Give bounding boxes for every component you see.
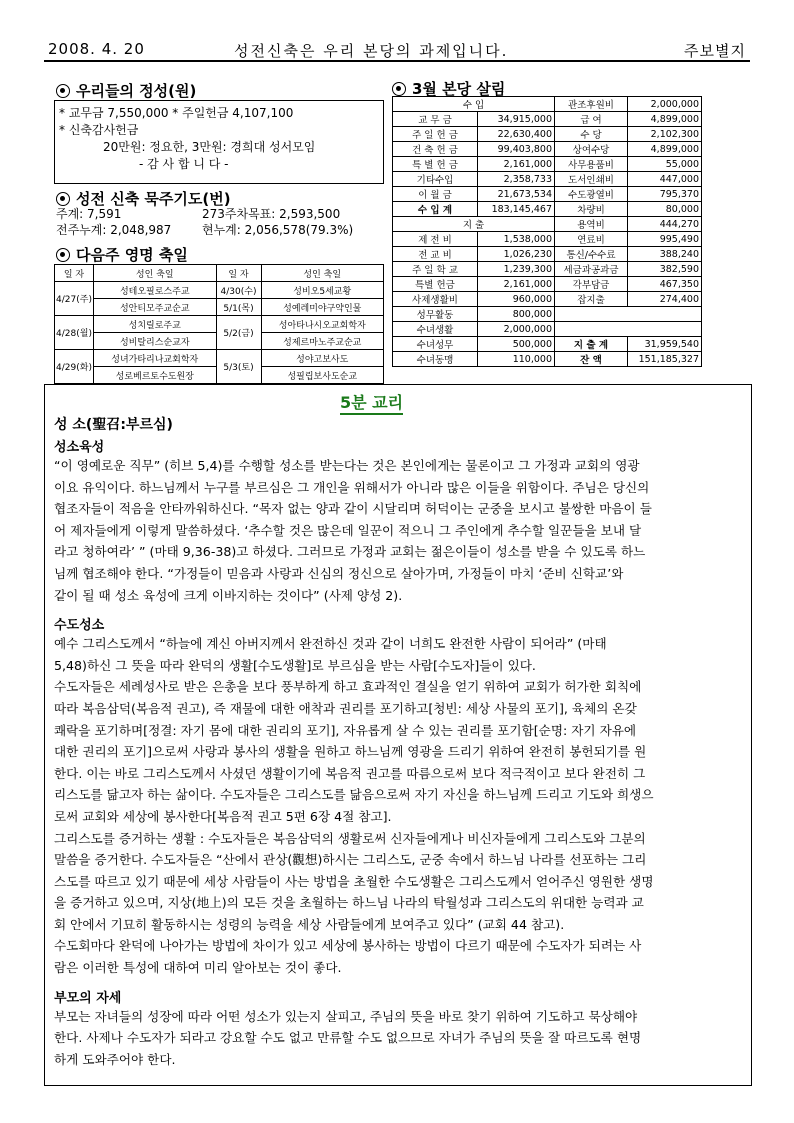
expense-item: 특별 헌금 xyxy=(393,277,478,292)
expense-value: 382,590 xyxy=(628,262,702,277)
income-item: 특 별 헌 금 xyxy=(393,157,478,172)
text-line: 부모는 자녀들의 성장에 따라 어떤 성소가 있는지 살피고, 주님의 뜻을 바로 찾기 위하여 기도하고 묵상해야 xyxy=(54,1008,638,1024)
page-header xyxy=(44,38,750,62)
prayer-title: 성전 신축 묵주기도(번) xyxy=(56,188,231,209)
expense-value: 1,239,300 xyxy=(478,262,555,277)
feast-saint: 성야고보사도 xyxy=(261,350,384,367)
expense-value: 1,538,000 xyxy=(478,232,555,247)
expense-item: 제 전 비 xyxy=(393,232,478,247)
bullet-icon xyxy=(56,248,70,262)
income-total-label: 수 입 계 xyxy=(393,202,478,217)
expense-item: 사제생활비 xyxy=(393,292,478,307)
feast-header: 일 자 xyxy=(55,265,94,282)
income-value: 2,161,000 xyxy=(478,157,555,172)
lesson-body xyxy=(54,414,744,1070)
text-line: 하게 도와주어야 한다. xyxy=(54,1051,176,1067)
expense-value: 995,490 xyxy=(628,232,702,247)
prayer-l2b: 현누계: 2,056,578(79.3%) xyxy=(202,223,354,237)
expense-value: 80,000 xyxy=(628,202,702,217)
text-line: 5,48)하신 그 뜻을 따라 완덕의 생활[수도생활]로 부르심을 받는 사람[수도자]들이 있다. xyxy=(54,657,536,673)
balance-label: 잔 액 xyxy=(555,352,628,367)
feast-saint: 성아타나시오교회학자 xyxy=(261,316,384,333)
text-line: 어 제자들에게 이렇게 말씀하셨다. ‘추수할 것은 많은데 일꾼이 적으니 그 주인에게 추수할 일꾼들을 보내 달 xyxy=(54,522,642,538)
feast-table xyxy=(54,264,384,384)
feast-saint: 성치릴로주교 xyxy=(94,316,217,333)
offering-line1: * 교무금 7,550,000 * 주일헌금 4,107,100 xyxy=(59,106,294,120)
expense-value: 960,000 xyxy=(478,292,555,307)
accounts-table xyxy=(392,96,702,367)
feast-saint: 성필립보사도순교 xyxy=(261,367,384,384)
text-line: 이요 유익이다. 하느님께서 누구를 부르심은 그 개인을 위해서가 아니라 많은 이들을 위함이다. 주님은 당신의 xyxy=(54,479,650,495)
feast-date: 4/30(수) xyxy=(216,282,261,299)
expense-item: 전 교 비 xyxy=(393,247,478,262)
expense-item: 차량비 xyxy=(555,202,628,217)
offering-title: 우리들의 정성(원) xyxy=(56,80,196,101)
expense-item: 도서인쇄비 xyxy=(555,172,628,187)
prayer-l2a: 전주누계: 2,048,987 xyxy=(56,223,172,237)
lesson-title: 5분 교리 xyxy=(340,390,403,415)
expense-item: 수녀동맹 xyxy=(393,352,478,367)
expense-total-value: 31,959,540 xyxy=(628,337,702,352)
feast-title: 다음주 영명 축일 xyxy=(56,244,188,265)
expense-item: 각부담금 xyxy=(555,277,628,292)
section3-title: 부모의 자세 xyxy=(54,990,122,1006)
text-line: 스도를 따르고 있기 때문에 세상 사람들이 사는 방법을 초월한 수도생활은 그리스도께서 얻어주신 영원한 생명 xyxy=(54,873,654,889)
offering-line3: 20만원: 정요한, 3만원: 경희대 성서모임 xyxy=(103,140,316,154)
text-line: 그리스도를 증거하는 생활 : 수도자들은 복음삼덕의 생활로써 신자들에게나 비신자들에게 그리스도와 그분의 xyxy=(54,830,646,846)
section2-title: 수도성소 xyxy=(54,618,105,634)
expense-value: 2,161,000 xyxy=(478,277,555,292)
feast-saint: 성안티모주교순교 xyxy=(94,299,217,316)
income-item: 건 축 헌 금 xyxy=(393,142,478,157)
feast-saint: 성제르마노주교순교 xyxy=(261,333,384,350)
expense-item: 연료비 xyxy=(555,232,628,247)
issue-date: 2008. 4. 20 xyxy=(48,40,145,58)
expense-value: 2,102,300 xyxy=(628,127,702,142)
income-item: 이 월 금 xyxy=(393,187,478,202)
expense-header: 지 출 xyxy=(393,217,555,232)
text-line: 말씀을 증거한다. 수도자들은 “산에서 관상(觀想)하시는 그리스도, 군중 속에서 하느님 나라를 선포하는 그리 xyxy=(54,852,647,868)
text-line: 라고 청하여라’ ” (마태 9,36-38)고 하셨다. 그러므로 가정과 교회는 젊은이들이 성소를 받을 수 있도록 하느 xyxy=(54,544,646,560)
header-title: 성전신축은 우리 본당의 과제입니다. xyxy=(234,42,509,60)
expense-item: 수도광열비 xyxy=(555,187,628,202)
expense-item: 사무용품비 xyxy=(555,157,628,172)
feast-saint: 성녀가타리나교회학자 xyxy=(94,350,217,367)
text-line: 예수 그리스도께서 “하늘에 계신 아버지께서 완전하신 것과 같이 너희도 완전한 사람이 되어라” (마태 xyxy=(54,636,607,652)
expense-item: 통신/수수료 xyxy=(555,247,628,262)
expense-item: 급 여 xyxy=(555,112,628,127)
expense-value: 467,350 xyxy=(628,277,702,292)
text-line: 협조자들이 적음을 안타까워하신다. “목자 없는 양과 같이 시달리며 허덕이는 군중을 보시고 불쌍한 마음이 들 xyxy=(54,501,652,517)
text-line: 회 안에서 기묘히 활동하시는 성령의 능력을 세상 사람들에게 보여주고 있다” (교회 44 참고). xyxy=(54,916,565,932)
feast-date: 5/2(금) xyxy=(216,316,261,350)
feast-date: 4/28(월) xyxy=(55,316,94,350)
expense-value: 447,000 xyxy=(628,172,702,187)
expense-item: 수녀생활 xyxy=(393,322,478,337)
expense-value: 388,240 xyxy=(628,247,702,262)
expense-value: 1,026,230 xyxy=(478,247,555,262)
feast-date: 5/1(목) xyxy=(216,299,261,316)
income-value: 22,630,400 xyxy=(478,127,555,142)
text-line: 로써 교회와 세상에 봉사한다[복음적 권고 5편 6장 4절 참고]. xyxy=(54,808,392,824)
text-line: 리스도를 닮고자 하는 삶이다. 수도자들은 그리스도를 닮음으로써 자기 자신을 하느님께 드리고 기도와 희생으 xyxy=(54,787,654,803)
expense-value: 2,000,000 xyxy=(478,322,555,337)
text-line: 같이 될 때 성소 육성에 크게 이바지하는 것이다” (사제 양성 2). xyxy=(54,587,403,603)
section1-text xyxy=(54,455,744,606)
expense-value: 500,000 xyxy=(478,337,555,352)
feast-date: 4/27(주) xyxy=(55,282,94,316)
expense-item: 성무활동 xyxy=(393,307,478,322)
lesson-heading: 성 소(聖召:부르심) xyxy=(54,417,173,433)
expense-total-label: 지 출 계 xyxy=(555,337,628,352)
text-line: 따라 복음삼덕(복음적 권고), 즉 재물에 대한 애착과 권리를 포기하고[청빈: 세상 사물의 포기], 육체의 온갖 xyxy=(54,700,637,716)
text-line: 쾌락을 포기하며[정결: 자기 몸에 대한 권리의 포기], 자유롭게 살 수 있는 권리를 포기함[순명: 자기 자유에 xyxy=(54,722,637,738)
offering-line4: - 감 사 합 니 다 - xyxy=(139,157,229,171)
accounts-title: 3월 본당 살림 xyxy=(392,78,505,99)
feast-saint: 성로베르토수도원장 xyxy=(94,367,217,384)
income-item: 교 무 금 xyxy=(393,112,478,127)
balance-value: 151,185,327 xyxy=(628,352,702,367)
expense-item: 주 일 학 교 xyxy=(393,262,478,277)
feast-header: 성인 축일 xyxy=(261,265,384,282)
feast-date: 4/29(화) xyxy=(55,350,94,384)
section3-text xyxy=(54,1006,744,1071)
text-line: 람은 이러한 특성에 대하여 미리 알아보는 것이 좋다. xyxy=(54,960,342,976)
expense-value: 55,000 xyxy=(628,157,702,172)
header-right: 주보별지 xyxy=(684,42,746,60)
text-line: 수도회마다 완덕에 나아가는 방법에 차이가 있고 세상에 봉사하는 방법이 다르기 때문에 수도자가 되려는 사 xyxy=(54,938,642,954)
income-header: 수 입 xyxy=(393,97,555,112)
section2-text xyxy=(54,633,744,979)
expense-value: 4,899,000 xyxy=(628,112,702,127)
section1-title: 성소육성 xyxy=(54,440,105,455)
expense-item: 수 당 xyxy=(555,127,628,142)
feast-saint: 성예레미야구약인물 xyxy=(261,299,384,316)
expense-value: 110,000 xyxy=(478,352,555,367)
income-item: 주 일 헌 금 xyxy=(393,127,478,142)
income-value: 21,673,534 xyxy=(478,187,555,202)
offering-box xyxy=(54,100,384,184)
expense-value: 444,270 xyxy=(628,217,702,232)
text-line: 한다. 사제나 수도자가 되라고 강요할 수도 없고 만류할 수도 없으므로 자녀가 주님의 뜻을 잘 따르도록 현명 xyxy=(54,1030,642,1046)
text-line: 님께 협조해야 한다. “가정들이 믿음과 사랑과 신심의 정신으로 살아가며, 가정들이 마치 ‘준비 신학교’와 xyxy=(54,565,624,581)
expense-value: 2,000,000 xyxy=(628,97,702,112)
expense-value: 274,400 xyxy=(628,292,702,307)
income-total-value: 183,145,467 xyxy=(478,202,555,217)
text-line: 수도자들은 세례성사로 받은 은총을 보다 풍부하게 하고 효과적인 결실을 얻기 위하여 교회가 허가한 회칙에 xyxy=(54,679,642,695)
text-line: 대한 권리의 포기]으로써 사랑과 봉사의 생활을 원하고 하느님께 영광을 드리기 위하여 완전히 봉헌되기를 원 xyxy=(54,744,647,760)
prayer-l1b: 273주차목표: 2,593,500 xyxy=(202,207,341,221)
feast-saint: 성비탈리스순교자 xyxy=(94,333,217,350)
offering-line2: * 신축감사헌금 xyxy=(59,123,139,137)
text-line: 한다. 이는 바로 그리스도께서 사셨던 생활이기에 복음적 권고를 따름으로써 보다 적극적이고 보다 완전히 그 xyxy=(54,765,646,781)
feast-date: 5/3(토) xyxy=(216,350,261,384)
income-value: 2,358,733 xyxy=(478,172,555,187)
expense-item: 관조후원비 xyxy=(555,97,628,112)
income-item: 기타수입 xyxy=(393,172,478,187)
feast-header: 성인 축일 xyxy=(94,265,217,282)
expense-value: 4,899,000 xyxy=(628,142,702,157)
feast-saint: 성비오5세교황 xyxy=(261,282,384,299)
expense-item: 수녀성무 xyxy=(393,337,478,352)
expense-item: 잡지출 xyxy=(555,292,628,307)
income-value: 99,403,800 xyxy=(478,142,555,157)
expense-item: 용역비 xyxy=(555,217,628,232)
expense-value: 800,000 xyxy=(478,307,555,322)
prayer-l1a: 주계: 7,591 xyxy=(56,207,122,221)
feast-header: 일 자 xyxy=(216,265,261,282)
income-value: 34,915,000 xyxy=(478,112,555,127)
feast-saint: 성테오필로스주교 xyxy=(94,282,217,299)
bullet-icon xyxy=(56,192,70,206)
expense-value: 795,370 xyxy=(628,187,702,202)
text-line: 을 증거하고 있으며, 지상(地上)의 모든 것을 초월하는 하느님 나라의 탁월성과 그리스도의 위대한 능력과 교 xyxy=(54,895,644,911)
expense-item: 상여수당 xyxy=(555,142,628,157)
text-line: “이 영예로운 직무” (히브 5,4)를 수행할 성소를 받는다는 것은 본인에게는 물론이고 그 가정과 교회의 영광 xyxy=(54,458,640,473)
expense-item: 세금과공과금 xyxy=(555,262,628,277)
bullet-icon xyxy=(56,84,70,98)
bullet-icon xyxy=(392,82,406,96)
